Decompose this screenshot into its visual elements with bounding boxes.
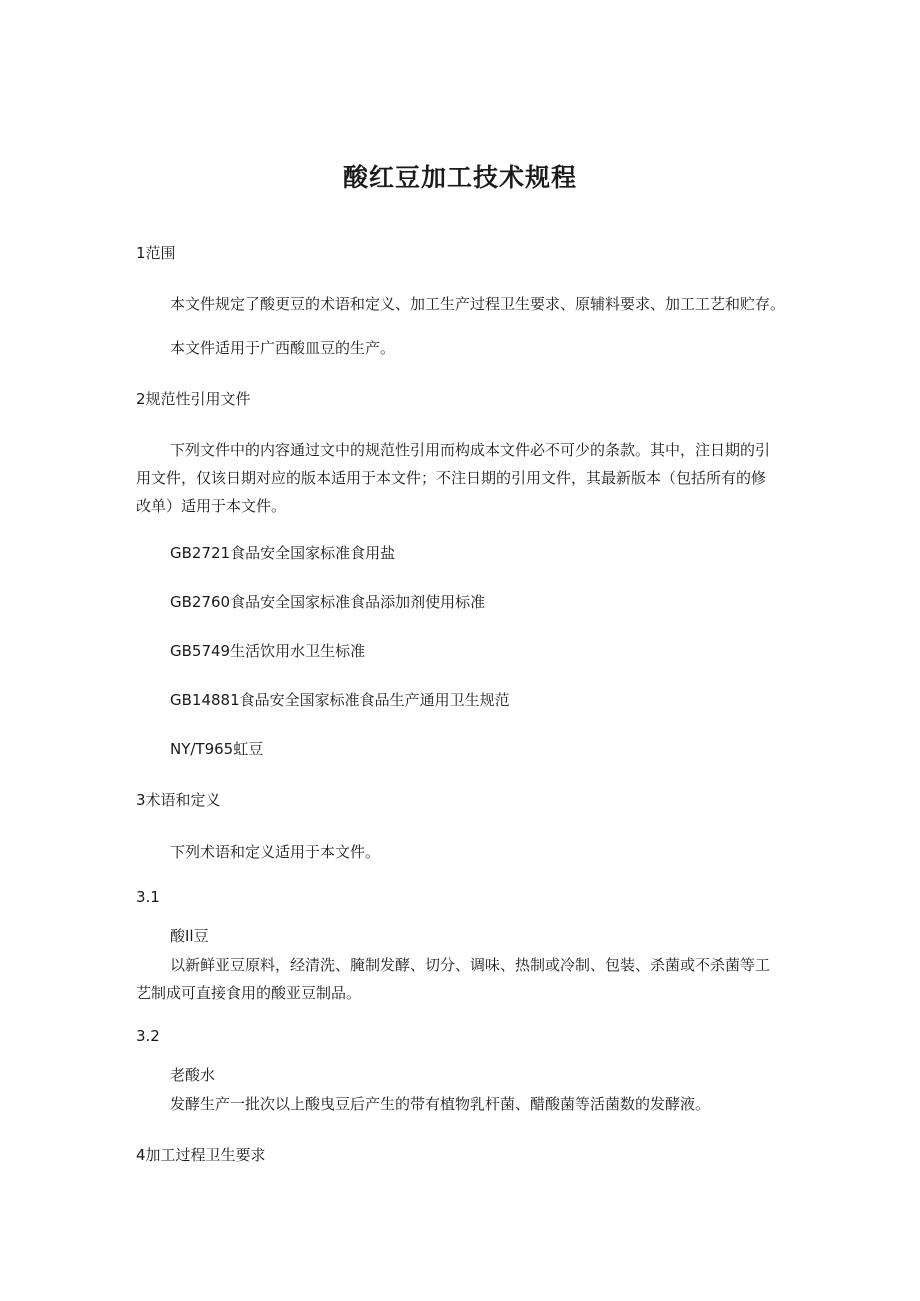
reference-item: NY/T965虹豆	[170, 740, 264, 758]
reference-item: GB2721食品安全国家标准食用盐	[170, 544, 396, 562]
term-1-name: 酸Il豆	[170, 927, 209, 945]
term-1-definition-line-2: 艺制成可直接食用的酸亚豆制品。	[136, 984, 362, 1002]
term-2-name: 老酸水	[170, 1066, 216, 1084]
section-1-heading: 1范围	[136, 244, 176, 262]
reference-item: GB2760食品安全国家标准食品添加剂使用标准	[170, 593, 486, 611]
reference-item: GB14881食品安全国家标准食品生产通用卫生规范	[170, 691, 510, 709]
term-1-number: 3.1	[136, 888, 160, 906]
reference-item: GB5749生活饮用水卫生标准	[170, 642, 366, 660]
section-3-heading: 3术语和定义	[136, 791, 221, 809]
section-2-heading: 2规范性引用文件	[136, 390, 251, 408]
term-2-definition-line-1: 发酵生产一批次以上酸曳豆后产生的带有植物乳杆菌、醋酸菌等活菌数的发酵液。	[170, 1095, 711, 1113]
section-4-heading: 4加工过程卫生要求	[136, 1146, 266, 1164]
section-2-paragraph-line-1: 下列文件中的内容通过文中的规范性引用而构成本文件必不可少的条款。其中，注日期的引	[170, 441, 771, 459]
document-title: 酸红豆加工技术规程	[342, 163, 577, 192]
section-3-intro: 下列术语和定义适用于本文件。	[170, 843, 381, 861]
section-2-paragraph-line-3: 改单）适用于本文件。	[136, 497, 287, 515]
section-1-paragraph-1: 本文件规定了酸更豆的术语和定义、加工生产过程卫生要求、原辅料要求、加工工艺和贮存。	[170, 295, 786, 313]
section-1-paragraph-2: 本文件适用于广西酸皿豆的生产。	[170, 339, 396, 357]
section-2-paragraph-line-2: 用文件，仅该日期对应的版本适用于本文件；不注日期的引用文件，其最新版本（包括所有的修	[136, 469, 767, 487]
term-2-number: 3.2	[136, 1027, 160, 1045]
term-1-definition-line-1: 以新鲜亚豆原料，经清洗、腌制发酵、切分、调味、热制或冷制、包装、杀菌或不杀菌等工	[170, 956, 771, 974]
